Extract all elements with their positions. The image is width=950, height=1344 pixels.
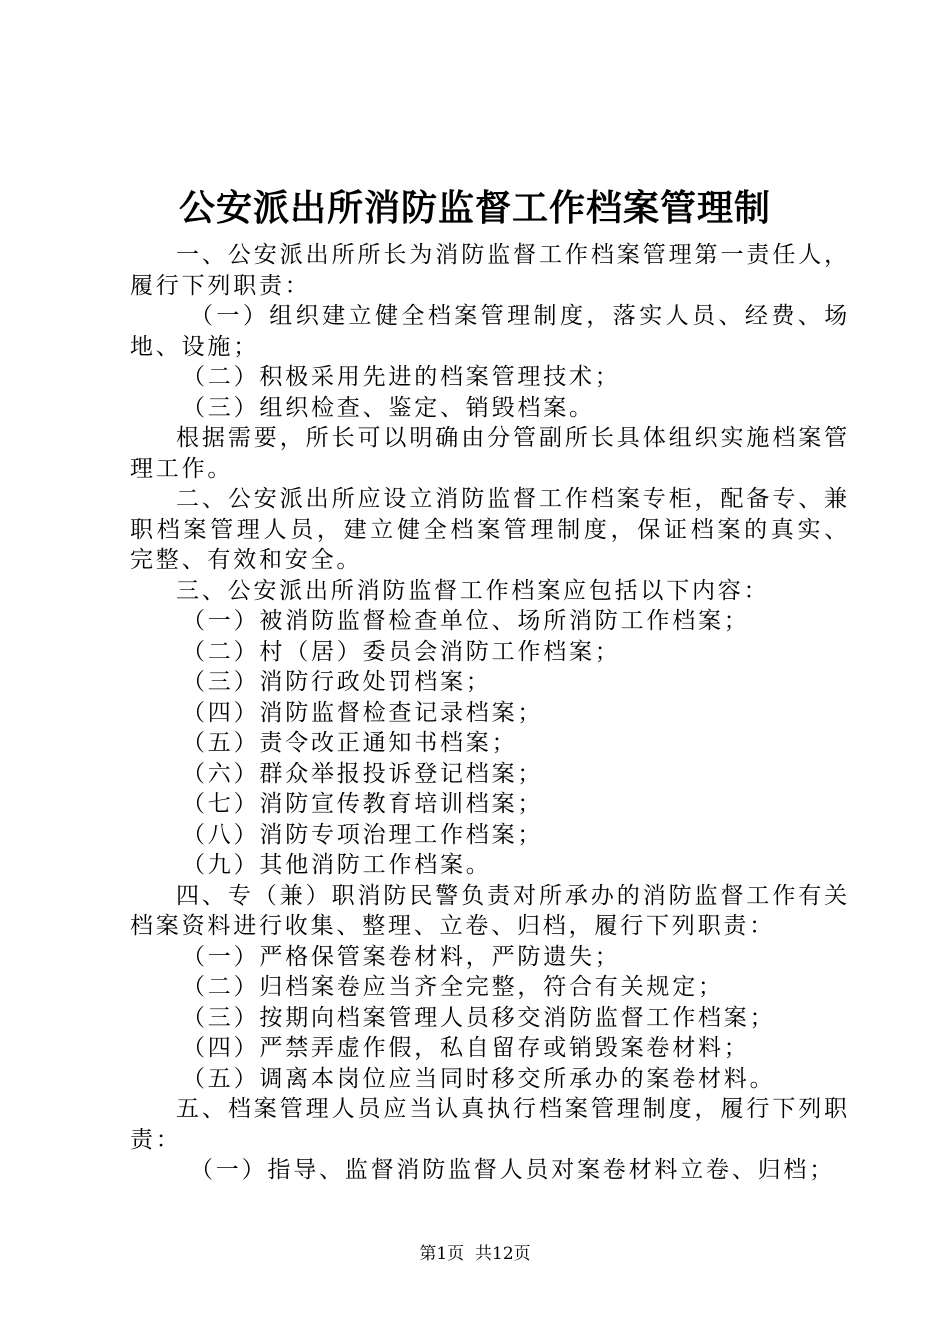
document-title: 公安派出所消防监督工作档案管理制 xyxy=(178,187,771,229)
paragraph-item: （一）被消防监督检查单位、场所消防工作档案； xyxy=(182,608,750,634)
paragraph-item: （二）归档案卷应当齐全完整，符合有关规定； xyxy=(182,974,724,1000)
page-number: 第1页 xyxy=(419,1244,465,1264)
paragraph-item: （五）调离本岗位应当同时移交所承办的案卷材料。 xyxy=(182,1065,776,1092)
paragraph-item: （五）责令改正通知书档案； xyxy=(182,730,518,756)
paragraph-item: （八）消防专项治理工作档案； xyxy=(182,821,544,848)
paragraph-item: （一）严格保管案卷材料，严防遗失； xyxy=(182,943,621,970)
paragraph-item: （二）积极采用先进的档案管理技术； xyxy=(182,364,621,390)
paragraph-section-5: 五、档案管理人员应当认真执行档案管理制度，履行下列职责： xyxy=(130,1096,850,1153)
paragraph-item: （七）消防宣传教育培训档案； xyxy=(182,791,544,817)
paragraph-item: （四）严禁弄虚作假，私自留存或销毁案卷材料； xyxy=(182,1035,750,1061)
paragraph-item: （一）指导、监督消防监督人员对案卷材料立卷、归档； xyxy=(190,1157,835,1183)
paragraph-section-4: 四、专（兼）职消防民警负责对所承办的消防监督工作有关档案资料进行收集、整理、立卷、归档，履行下列职责： xyxy=(130,882,850,939)
document-body xyxy=(130,240,850,1186)
paragraph-item: （四）消防监督检查记录档案； xyxy=(182,699,544,726)
page-total: 共12页 xyxy=(475,1244,531,1264)
paragraph-item: （六）群众举报投诉登记档案； xyxy=(182,760,544,787)
paragraph-item: （三）按期向档案管理人员移交消防监督工作档案； xyxy=(182,1004,776,1031)
page-footer xyxy=(0,1243,950,1265)
paragraph-item: （九）其他消防工作档案。 xyxy=(182,852,492,878)
paragraph-note: 根据需要，所长可以明确由分管副所长具体组织实施档案管理工作。 xyxy=(130,425,850,482)
paragraph-item: （二）村（居）委员会消防工作档案； xyxy=(182,638,621,665)
paragraph-section-2: 二、公安派出所应设立消防监督工作档案专柜，配备专、兼职档案管理人员，建立健全档案管理制度，保证档案的真实、完整、有效和安全。 xyxy=(130,486,850,573)
paragraph-item: （三）消防行政处罚档案； xyxy=(182,669,492,695)
paragraph-section-3: 三、公安派出所消防监督工作档案应包括以下内容： xyxy=(176,577,770,604)
paragraph-item: （一）组织建立健全档案管理制度，落实人员、经费、场地、设施； xyxy=(130,303,850,360)
paragraph-item: （三）组织检查、鉴定、销毁档案。 xyxy=(182,394,595,421)
paragraph-section-1: 一、公安派出所所长为消防监督工作档案管理第一责任人，履行下列职责： xyxy=(130,242,850,299)
